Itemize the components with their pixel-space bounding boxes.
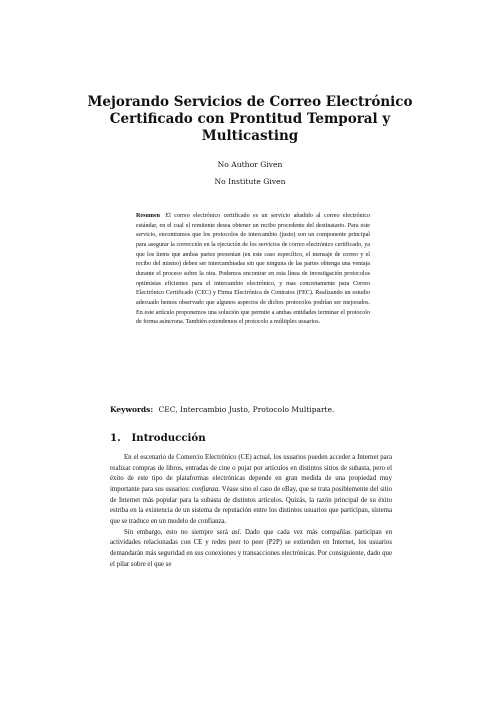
emphasis-text: así bbox=[231, 528, 240, 536]
institute-name: No Institute Given bbox=[214, 177, 286, 186]
author-name: No Author Given bbox=[217, 160, 283, 169]
keywords bbox=[110, 405, 334, 414]
paragraph-text: En el escenario de Comercio Electrónico (CE) actual, los usuarios pueden acceder a Internet para realizar compras de libros, entradas de cine o pujar por artículos en distintos sitios de subasta, pero el éxito de este tipo de plataformas electrónicas depende en gran medida de una propiedad muy importante para sus usuarios: bbox=[110, 454, 392, 493]
paragraph-text: . Véase sino el caso de eBay, que se trata posiblemente del sitio de Internet más popular para la subasta de distintos artículos. Quizás, la razón principal de su éxito estriba en la existencia de un sistema de reputación entre los distintos usuarios que participan, sistema que se traduce en un modelo de confianza. bbox=[110, 485, 392, 525]
title-line: Multicasting bbox=[201, 128, 299, 144]
title-line: Certificado con Prontitud Temporal y bbox=[109, 111, 391, 127]
emphasis-text: confianza bbox=[191, 485, 219, 493]
paragraph-text: Sin embargo, esto no siempre será bbox=[124, 528, 232, 536]
abstract-text: El correo electrónico certificado es un servicio añadido al correo electrónico estándar, en el cual el remitente desea obtener un recibo procedente del destinatario. Para este servicio, encontramos que los protocolos de intercambio (justo) son un componente principal para asegurar la corrección en la ejecución de los servicios de correo electrónico certificado, ya que los ítems que ambas partes presentan (en este caso específico, el mensaje de correo y el recibo del mismo) deben ser intercambiadas sin que ninguna de las partes obtenga una ventaja durante el proceso sobre la otra. Podemos encontrar en esta línea de investigación protocolos optimistas eficientes para el intercambio electrónico, y mas concretamente para Correo Electrónico Certificado (CEC) y Firma Electrónica de Contratos (FEC). Realizando un estudio adecuado hemos observado que algunos aspectos de dichos protocolos podrían ser mejorados. En este artículo proponemos una solución que permite a ambas entidades terminar el protocolo de forma asíncrona. También extendemos el protocolo a múltiples usuarios. bbox=[136, 213, 370, 326]
paragraph bbox=[110, 453, 392, 528]
body-text bbox=[110, 453, 392, 570]
abstract-label: Resumen bbox=[136, 213, 161, 219]
title-line: Mejorando Servicios de Correo Electrónico bbox=[87, 94, 413, 110]
section-number: 1. bbox=[110, 432, 121, 444]
paragraph bbox=[110, 528, 392, 571]
section-heading bbox=[110, 432, 206, 444]
paper-title bbox=[60, 94, 440, 145]
section-title: Introducción bbox=[131, 432, 206, 444]
keywords-label: Keywords: bbox=[110, 405, 154, 414]
abstract bbox=[136, 212, 370, 328]
keywords-text: CEC, Intercambio Justo, Protocolo Multiparte. bbox=[158, 405, 335, 414]
paragraph-text: . Dado que cada vez más compañías participan en actividades relacionadas con CE y redes peer to peer (P2P) se extienden en Internet, los usuarios demandarán más seguridad en sus conexiones y transacciones electrónicas. Por consiguiente, dado que el pilar sobre el que se bbox=[110, 528, 392, 568]
